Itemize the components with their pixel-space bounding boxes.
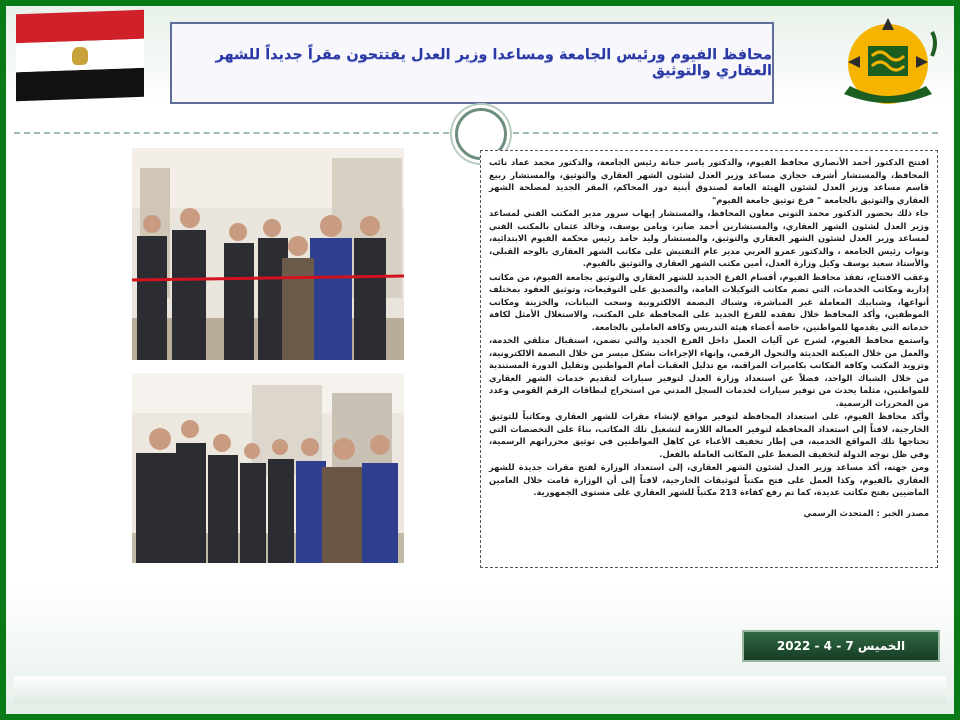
page-title: محافظ الفيوم ورئيس الجامعة ومساعدا وزير العدل يفتتحون مقراً جديداً للشهر العقاري والتوثيق <box>215 47 772 79</box>
article-paragraph: افتتح الدكتور أحمد الأنصاري محافظ الفيوم، والدكتور ياسر حتاتة رئيس الجامعة، والدكتور محمد عماد نائب المحافظ، والمستشار أشرف حجازي مساعد وزير العدل لشئون الشهر العقاري والتوثيق، والمستشار ربيع قاسم مساعد وزير العدل لشئون الهيئة العامة لصندوق أبنية دور المحاكم، المقر الجديد لمصلحة الشهر العقاري والتوثيق بالجامعة " فرع توثيق جامعة الفيوم" <box>489 157 929 205</box>
article-paragraph: وأكد محافظ الفيوم، على استعداد المحافظة لتوفير مواقع لإنشاء مقرات للشهر العقاري ومكاتباً للتوثيق الخارجية، لافتاً إلى استعداد المحافظة لتوفير العمالة اللازمة لتشغيل تلك المكاتب، بناءً على التخصصات التي تحتاجها تلك المواقع الخدمية، في إطار تخفيف الأعباء عن كاهل المواطنين في توثيق محرراتهم الرسمية، وفي ظل توجه الدولة لتخفيف الضغط على المكاتب العاملة بالفعل. <box>489 411 929 459</box>
egypt-flag-icon <box>16 10 144 102</box>
date-badge <box>742 630 940 662</box>
article-paragraph: جاء ذلك بحضور الدكتور محمد التوني معاون المحافظ، والمستشار إيهاب سرور مدير المكتب الفني لمساعد وزير العدل لشئون الشهر العقاري، والمستشارين أحمد صابر، ويامن يوسف، وخالد عثمان بالمكتب الفني لمساعد وزير العدل لشئون الشهر العقاري والتوثيق، والمستشار وليد حامد رئيس محكمة الفيوم الابتدائية، ونواب رئيس الجامعة ، والدكتور عمرو العربي مدير عام التفتيش على مكاتب الشهر العقاري بالوجه القبلي، والأستاذ سعيد يوسف وكيل وزارة العدل، أمين مكتب الشهر العقاري والتوثيق بالفيوم. <box>489 208 929 268</box>
flag-white-band <box>16 39 144 72</box>
footer-strip <box>14 676 946 704</box>
article-paragraph: ومن جهته، أكد مساعد وزير العدل لشئون الشهر العقاري، إلى استعداد الوزارة لفتح مقرات جديدة للشهر العقاري بالفيوم، وكذا العمل على فتح مكتباً لتوثيقات الخارجية، لافتاً إلى أن الوزارة قامت خلال العامين الماضيين بفتح مكاتب عديدة، كما تم رفع كفاءة 213 مكتباً للشهر العقاري على مستوى الجمهورية. <box>489 462 929 497</box>
headline-box <box>170 22 774 104</box>
article-body <box>480 150 938 568</box>
logo-ray <box>882 18 894 30</box>
flag-black-band <box>16 68 144 101</box>
photo-office-tour-graphic <box>132 373 404 563</box>
logo-leaf <box>932 32 935 56</box>
ribbon-cutting-photo <box>132 148 404 360</box>
office-tour-photo <box>132 373 404 563</box>
logo-center-block <box>868 46 908 76</box>
logo-graphic <box>836 12 944 108</box>
eagle-of-saladin-icon <box>72 47 88 66</box>
article-paragraph: واستمع محافظ الفيوم، لشرح عن آليات العمل داخل الفرع الجديد والتي تضمن، استقبال متلقي الخدمة، والعمل من خلال الميكنة الحديثة والتحول الرقمي، وإنهاء الإجراءات بشكل ميسر من خلال البصمة الالكترونية، وتزويد المكتب وكافة المكاتب بكاميرات المراقبة، مع تذليل العقبات أمام المواطنين وتقليل الدورة المستندية من خلال الشباك الواحد، فضلاً عن استعداد وزارة العدل لتوفير سيارات لتقديم خدمات الشهر العقاري للمواطنين، مثلما يحدث من توفير سيارات لخدمات السجل المدني من استخراج لبطاقات الرقم القومي وعدد من المحررات الرسمية. <box>489 335 929 408</box>
flag-red-band <box>16 10 144 43</box>
photo-ribbon-cutting-graphic <box>132 148 404 360</box>
fayoum-governorate-logo <box>836 12 944 108</box>
news-source: مصدر الخبر : المتحدث الرسمي <box>803 507 929 518</box>
article-paragraph: وعقب الافتتاح، تفقد محافظ الفيوم، أقسام الفرع الجديد للشهر العقاري والتوثيق بجامعة الفيوم، من مكاتب إدارية ومكاتب الخدمات، التي تضم مكاتب التوكيلات العامة، والتصديق على التوقيعات، وتوثيق العقود بمختلف أنواعها، وشبابيك المعاملة غير المباشرة، وشباك البصمة الالكترونية وسحب البيانات، والخزينة ومكاتب الموظفين، وأكد المحافظ خلال تفقده للفرع الجديد على المحافظة على المكتب، والاستغلال الأمثل لكافة خدماته التي يقدمها للمواطنين، خاصة أعضاء هيئة التدريس وكافة العاملين بالجامعة. <box>489 271 929 332</box>
publication-date: الخميس 7 - 4 - 2022 <box>776 639 906 653</box>
